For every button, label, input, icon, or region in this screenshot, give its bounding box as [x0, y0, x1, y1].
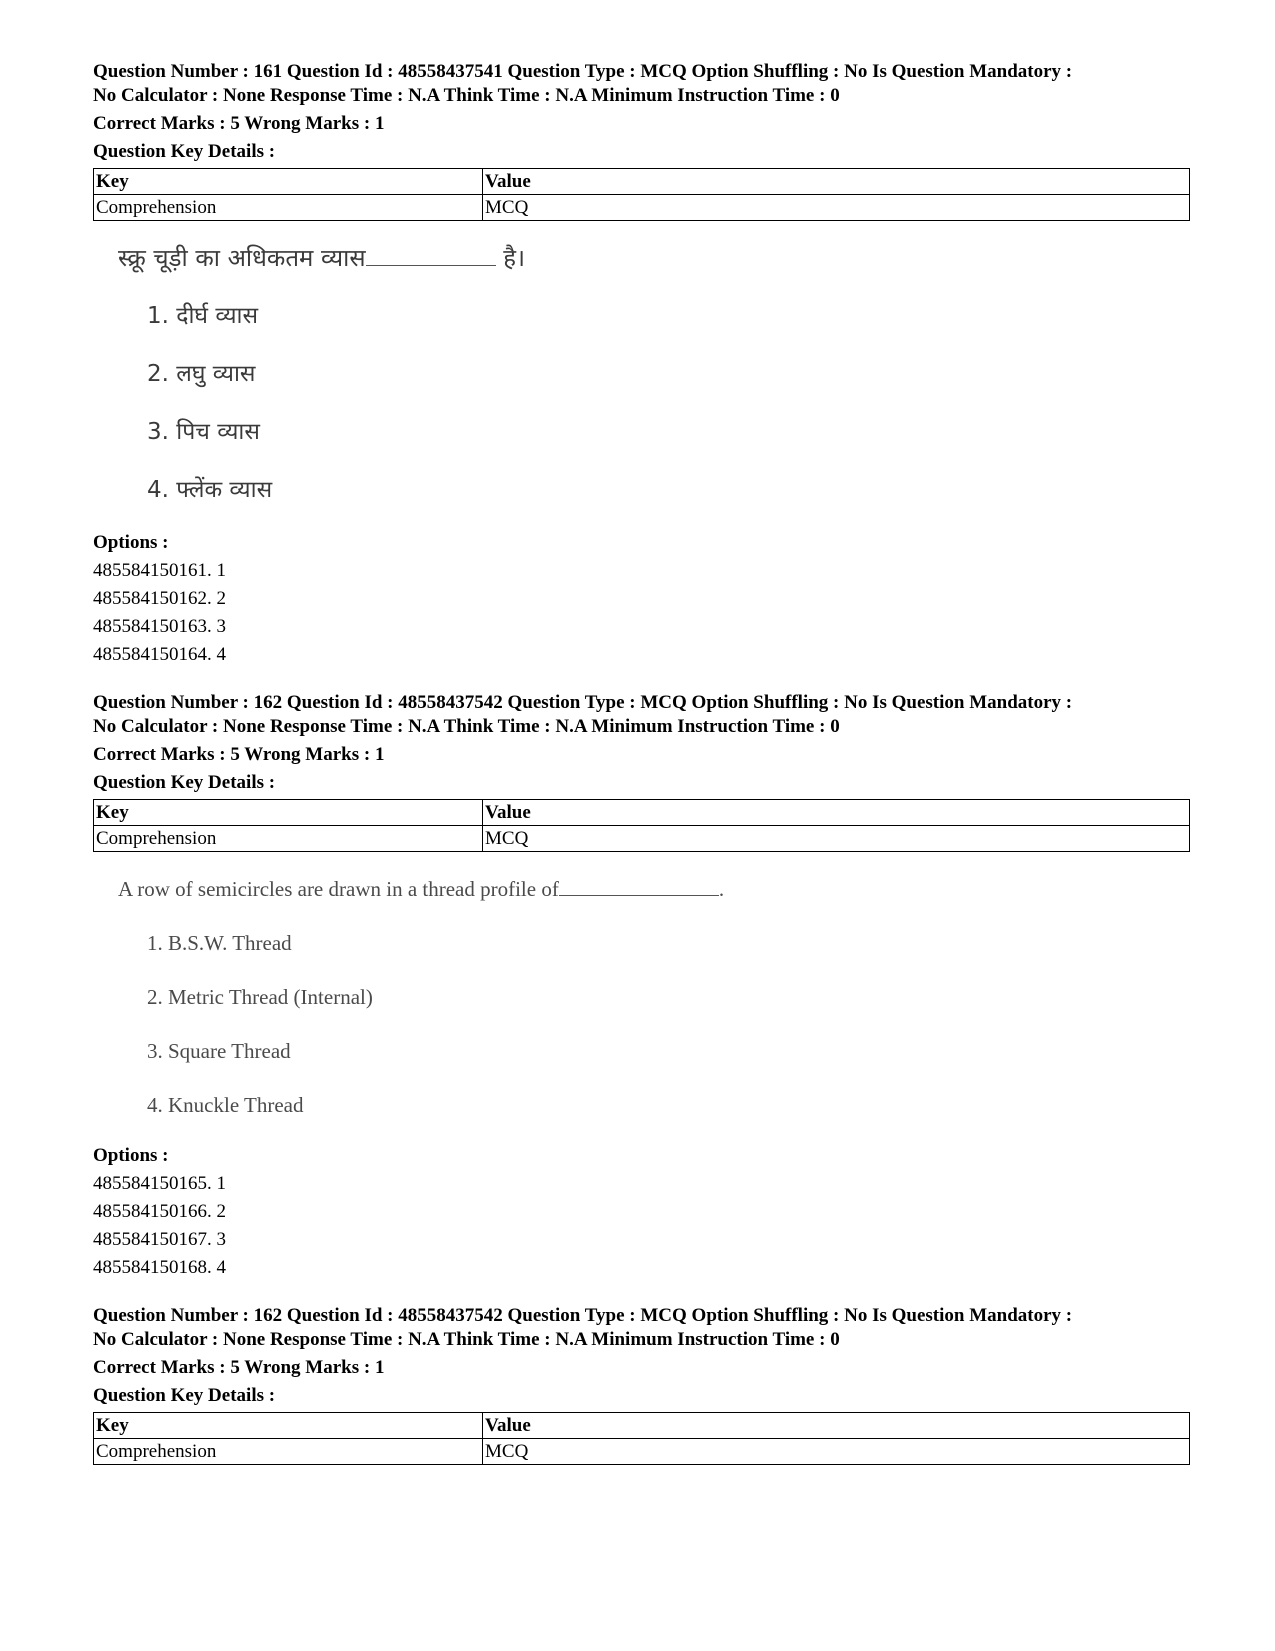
key-details-title: Question Key Details : — [93, 772, 276, 793]
choice-item: 4. फ्लेंक व्यास — [147, 477, 273, 503]
table-cell-key: Comprehension — [94, 826, 483, 852]
table-header-row — [94, 169, 1190, 195]
question-header-line-2: No Calculator : None Response Time : N.A Think Time : N.A Minimum Instruction Time : 0 — [93, 85, 840, 106]
fill-blank — [366, 245, 496, 266]
choice-item: 1. दीर्घ व्यास — [147, 303, 259, 329]
question-header-line-2: No Calculator : None Response Time : N.A Think Time : N.A Minimum Instruction Time : 0 — [93, 716, 840, 737]
option-item: 485584150162. 2 — [93, 588, 226, 609]
option-item: 485584150168. 4 — [93, 1257, 226, 1278]
marks-line: Correct Marks : 5 Wrong Marks : 1 — [93, 113, 385, 134]
document-page — [93, 60, 1193, 1465]
options-title: Options : — [93, 1145, 169, 1166]
table-cell-key: Comprehension — [94, 1439, 483, 1465]
question-image — [93, 243, 1193, 505]
table-header-key: Key — [94, 169, 483, 195]
table-cell-value: MCQ — [483, 195, 1190, 221]
option-item: 485584150165. 1 — [93, 1173, 226, 1194]
choice-item: 3. Square Thread — [147, 1039, 291, 1063]
table-cell-key: Comprehension — [94, 195, 483, 221]
key-details-table — [93, 168, 1190, 221]
choice-item: 2. लघु व्यास — [147, 361, 256, 387]
question-header — [93, 60, 1193, 108]
table-cell-value: MCQ — [483, 826, 1190, 852]
key-details-title: Question Key Details : — [93, 141, 276, 162]
table-header-key: Key — [94, 1413, 483, 1439]
choice-item: 2. Metric Thread (Internal) — [147, 985, 373, 1009]
option-item: 485584150167. 3 — [93, 1229, 226, 1250]
option-item: 485584150164. 4 — [93, 644, 226, 665]
question-block — [93, 691, 1193, 1282]
option-item: 485584150166. 2 — [93, 1201, 226, 1222]
question-stem-end: . — [718, 877, 725, 901]
table-row — [94, 195, 1190, 221]
table-row — [94, 826, 1190, 852]
question-header — [93, 1304, 1193, 1352]
table-header-row — [94, 800, 1190, 826]
question-stem-end: है। — [503, 244, 526, 272]
choice-item: 4. Knuckle Thread — [147, 1093, 304, 1117]
question-stem-text: A row of semicircles are drawn in a thread profile of — [118, 877, 559, 901]
key-details-table — [93, 1412, 1190, 1465]
question-block — [93, 1304, 1193, 1465]
question-header-line-1: Question Number : 162 Question Id : 48558437542 Question Type : MCQ Option Shuffling : No Is Question Mandatory : — [93, 692, 1073, 713]
marks-line: Correct Marks : 5 Wrong Marks : 1 — [93, 744, 385, 765]
question-block — [93, 60, 1193, 669]
table-header-row — [94, 1413, 1190, 1439]
table-row — [94, 1439, 1190, 1465]
key-details-title: Question Key Details : — [93, 1385, 276, 1406]
table-header-value: Value — [483, 169, 1190, 195]
question-image — [93, 874, 1193, 1120]
table-header-value: Value — [483, 800, 1190, 826]
question-stem — [118, 874, 1193, 904]
question-header-line-1: Question Number : 161 Question Id : 48558437541 Question Type : MCQ Option Shuffling : No Is Question Mandatory : — [93, 61, 1073, 82]
question-header — [93, 691, 1193, 739]
choice-item: 3. पिच व्यास — [147, 419, 260, 445]
fill-blank — [559, 875, 719, 896]
marks-line: Correct Marks : 5 Wrong Marks : 1 — [93, 1357, 385, 1378]
options-title: Options : — [93, 532, 169, 553]
table-cell-value: MCQ — [483, 1439, 1190, 1465]
table-header-key: Key — [94, 800, 483, 826]
choice-item: 1. B.S.W. Thread — [147, 931, 292, 955]
option-item: 485584150161. 1 — [93, 560, 226, 581]
key-details-table — [93, 799, 1190, 852]
option-item: 485584150163. 3 — [93, 616, 226, 637]
question-header-line-2: No Calculator : None Response Time : N.A Think Time : N.A Minimum Instruction Time : 0 — [93, 1329, 840, 1350]
table-header-value: Value — [483, 1413, 1190, 1439]
question-stem — [118, 243, 1193, 273]
question-header-line-1: Question Number : 162 Question Id : 48558437542 Question Type : MCQ Option Shuffling : No Is Question Mandatory : — [93, 1305, 1073, 1326]
question-stem-text: स्क्रू चूड़ी का अधिकतम व्यास — [118, 244, 366, 272]
